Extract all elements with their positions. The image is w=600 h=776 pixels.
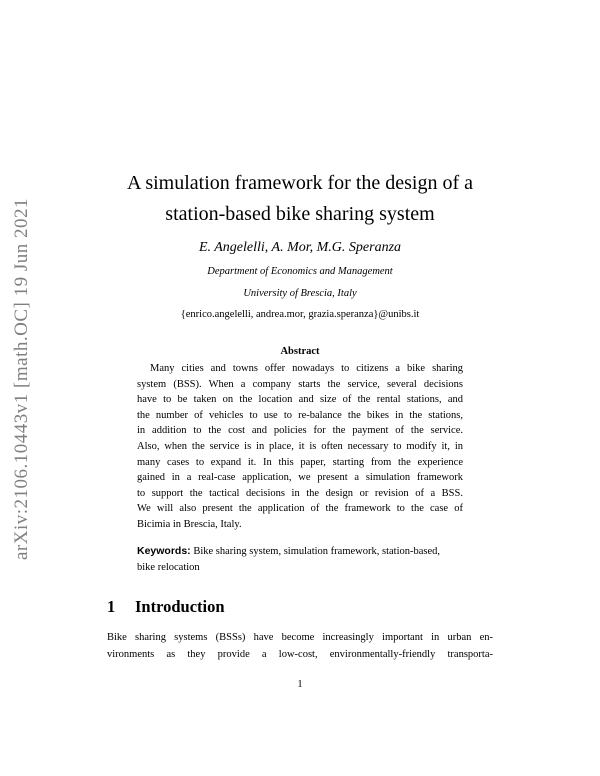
abstract-line: the number of vehicles to use to re-balance the bikes in the stations, [137,409,463,421]
paper-title [0,168,600,230]
intro-line: Bike sharing systems (BSSs) have become increasingly important in urban en- [107,632,493,643]
title-line: station-based bike sharing system [165,203,435,225]
abstract-line: gained in a real-case application, we present a simulation framework [137,472,463,484]
abstract-line: We will also present the application of the framework to the case of [137,503,463,515]
author-emails: {enrico.angelelli, andrea.mor, grazia.speranza}@unibs.it [180,309,420,320]
section-heading [107,597,225,617]
abstract-line: system (BSS). When a company starts the service, several decisions [137,378,463,390]
section-title: Introduction [135,597,225,616]
keywords-text-continued: bike relocation [137,561,200,573]
arxiv-identifier: arXiv:2106.10443v1 [math.OC] 19 Jun 2021 [11,198,32,560]
abstract-line: Bicimia in Brescia, Italy. [137,518,242,530]
section-number: 1 [107,597,116,616]
abstract-line: have to be taken on the location and size of the rental stations, and [137,394,463,406]
abstract-line: many cases to expand it. In this paper, starting from the experience [137,456,463,468]
intro-line: vironments as they provide a low-cost, environmentally-friendly transporta- [107,649,493,660]
abstract-line: Many cities and towns offer nowadays to citizens a bike sharing [150,363,463,374]
title-line: A simulation framework for the design of a [126,172,474,194]
affiliation-department: Department of Economics and Management [207,266,393,277]
page-number: 1 [297,679,303,690]
keywords-label: Keywords: [137,545,191,557]
abstract-body [137,361,463,533]
affiliation-university: University of Brescia, Italy [243,288,357,299]
abstract-line: in addition to the cost and policies for the payment of the service. [137,425,463,437]
keywords-text: Bike sharing system, simulation framework, station-based, [193,546,441,557]
abstract-line: to support the tactical decisions in the design or revision of a BSS. [137,487,463,499]
authors: E. Angelelli, A. Mor, M.G. Speranza [198,240,402,255]
abstract-line: Also, when the service is in place, it is often necessary to modify it, in [137,440,463,452]
keywords [137,544,463,575]
intro-paragraph [107,629,493,663]
abstract-heading: Abstract [280,346,320,357]
